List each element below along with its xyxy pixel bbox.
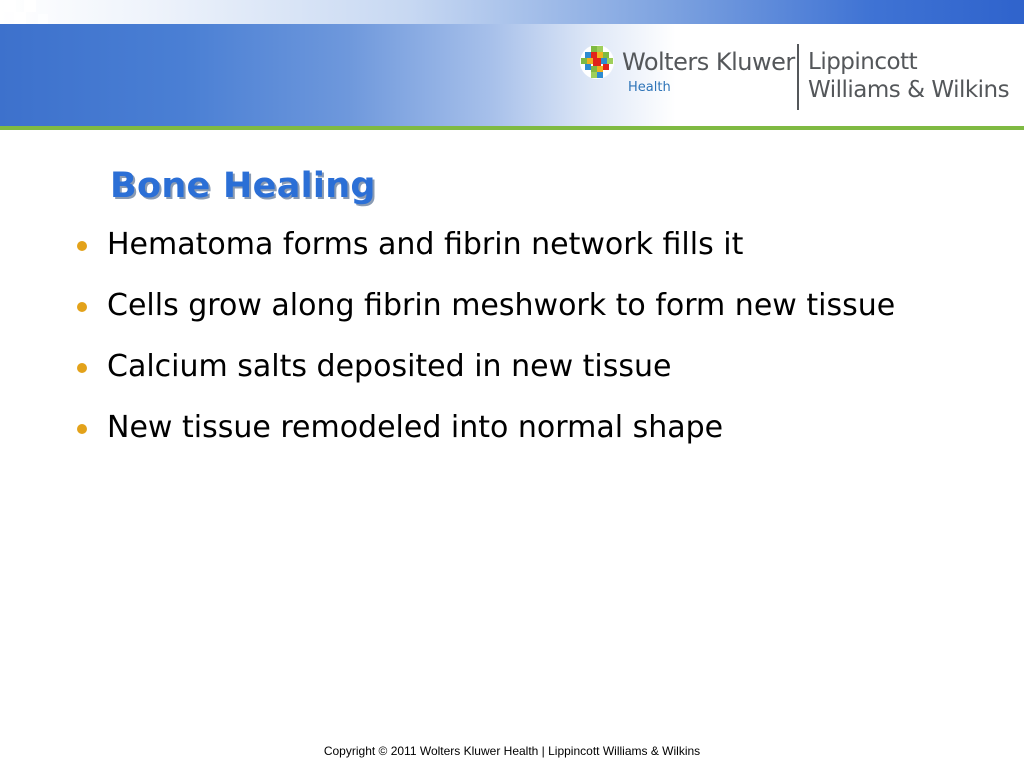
decorative-square: [4, 0, 16, 12]
bullet-text: New tissue remodeled into normal shape: [107, 410, 724, 445]
bullet-dot-icon: [77, 363, 87, 373]
footer-copyright: [0, 744, 1024, 758]
bullet-item: [74, 226, 954, 263]
bullet-item: [74, 348, 954, 385]
brand-wolters-kluwer: Wolters Kluwer: [622, 48, 795, 76]
bullet-item: [74, 409, 954, 446]
bullet-dot-icon: [77, 424, 87, 434]
decorative-square: [38, 14, 48, 24]
brand-lippincott-line1: Lippincott: [808, 49, 918, 75]
slide-title: Bone Healing: [110, 166, 376, 206]
bullet-dot-icon: [77, 241, 87, 251]
wolters-kluwer-logo-icon: [580, 45, 614, 79]
logo-divider: [797, 44, 799, 110]
bullet-item: [74, 287, 954, 324]
bullet-dot-icon: [77, 302, 87, 312]
header-green-rule: [0, 126, 1024, 130]
publisher-logo: [578, 40, 1018, 114]
bullet-list: [74, 226, 954, 470]
decorative-square: [24, 0, 36, 12]
header-banner: [0, 0, 1024, 126]
brand-lippincott-line2: Williams & Wilkins: [808, 77, 1010, 103]
bullet-text: Cells grow along fibrin meshwork to form new tissue: [107, 288, 896, 323]
brand-health: Health: [628, 80, 671, 95]
brand-lippincott: [808, 48, 1009, 104]
copyright-text: Copyright © 2011 Wolters Kluwer Health | Lippincott Williams & Wilkins: [323, 744, 701, 758]
header-top-strip: [0, 0, 1024, 24]
bullet-text: Hematoma forms and fibrin network fills it: [107, 227, 744, 262]
bullet-text: Calcium salts deposited in new tissue: [107, 349, 672, 384]
decorative-square: [14, 12, 26, 24]
